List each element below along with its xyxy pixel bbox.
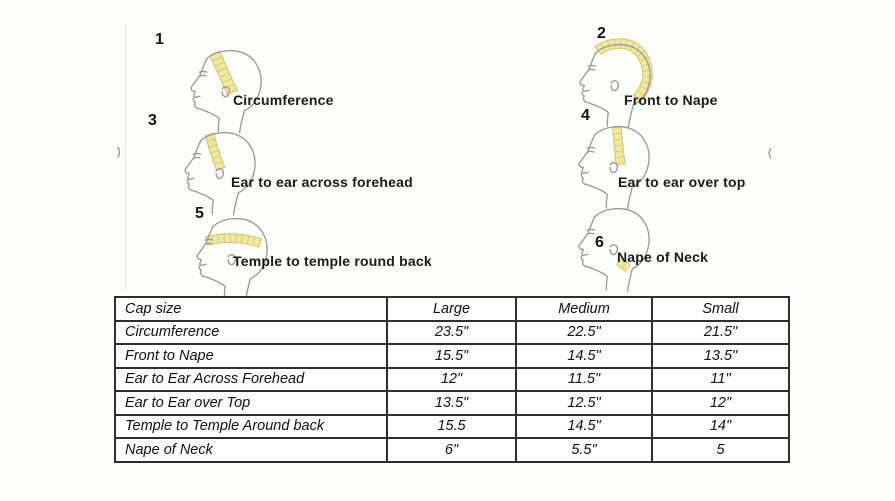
- table-row: [115, 368, 789, 392]
- size-value-cell: 12.5": [516, 391, 652, 415]
- head-diagram-ear-to-ear-forehead: [168, 126, 274, 220]
- scan-artifact-line: [125, 24, 126, 290]
- step-number: 2: [597, 25, 606, 42]
- scan-artifact-mark: (: [768, 147, 772, 159]
- head-profile-icon: [563, 38, 669, 132]
- size-value-cell: 15.5: [387, 415, 516, 439]
- table-header-small: Small: [652, 297, 789, 321]
- measure-band-icon: [209, 134, 221, 170]
- step-number: 4: [581, 107, 590, 124]
- measurement-label-ear-to-ear-top: Ear to ear over top: [618, 174, 746, 190]
- head-diagram-ear-to-ear-top: [562, 120, 668, 214]
- measurement-label-temple-to-temple: Temple to temple round back: [233, 253, 432, 269]
- size-value-cell: 15.5": [387, 344, 516, 368]
- step-number: 6: [595, 234, 604, 251]
- row-label-cell: Temple to Temple Around back: [115, 415, 387, 439]
- step-number: 1: [155, 31, 164, 48]
- table-row: [115, 415, 789, 439]
- head-illustration: [563, 38, 669, 132]
- measure-band-icon: [617, 127, 621, 166]
- table-row: [115, 321, 789, 345]
- table-header-medium: Medium: [516, 297, 652, 321]
- head-profile-icon: [168, 126, 274, 220]
- scan-artifact-mark: ): [117, 146, 121, 158]
- size-value-cell: 14.5": [516, 344, 652, 368]
- size-value-cell: 11": [652, 368, 789, 392]
- row-label-cell: Nape of Neck: [115, 438, 387, 462]
- table-header-large: Large: [387, 297, 516, 321]
- size-value-cell: 5: [652, 438, 789, 462]
- table-header-cap-size: Cap size: [115, 297, 387, 321]
- head-illustration: [174, 44, 280, 138]
- table-row: [115, 391, 789, 415]
- size-value-cell: 21.5": [652, 321, 789, 345]
- size-value-cell: 14.5": [516, 415, 652, 439]
- measurement-label-circumference: Circumference: [233, 92, 334, 108]
- table-header-row: [115, 297, 789, 321]
- table-row: [115, 344, 789, 368]
- head-diagram-front-to-nape: [563, 38, 669, 132]
- measurement-label-nape-of-neck: Nape of Neck: [617, 249, 709, 265]
- row-label-cell: Ear to Ear Across Forehead: [115, 368, 387, 392]
- size-value-cell: 13.5": [387, 391, 516, 415]
- size-value-cell: 13.5": [652, 344, 789, 368]
- size-value-cell: 14": [652, 415, 789, 439]
- measurement-label-ear-to-ear-forehead: Ear to ear across forehead: [231, 174, 413, 190]
- row-label-cell: Front to Nape: [115, 344, 387, 368]
- size-value-cell: 23.5": [387, 321, 516, 345]
- head-profile-icon: [562, 120, 668, 214]
- size-value-cell: 11.5": [516, 368, 652, 392]
- cap-size-table: [114, 296, 790, 463]
- head-illustration: [562, 120, 668, 214]
- size-value-cell: 22.5": [516, 321, 652, 345]
- size-value-cell: 5.5": [516, 438, 652, 462]
- step-number: 5: [195, 205, 204, 222]
- step-number: 3: [148, 112, 157, 129]
- table-row: [115, 438, 789, 462]
- size-value-cell: 6": [387, 438, 516, 462]
- head-illustration: [168, 126, 274, 220]
- row-label-cell: Circumference: [115, 321, 387, 345]
- measurement-label-front-to-nape: Front to Nape: [624, 92, 718, 108]
- head-profile-icon: [174, 44, 280, 138]
- row-label-cell: Ear to Ear over Top: [115, 391, 387, 415]
- measure-band-icon: [206, 238, 261, 243]
- head-diagram-circumference: [174, 44, 280, 138]
- size-value-cell: 12": [387, 368, 516, 392]
- size-value-cell: 12": [652, 391, 789, 415]
